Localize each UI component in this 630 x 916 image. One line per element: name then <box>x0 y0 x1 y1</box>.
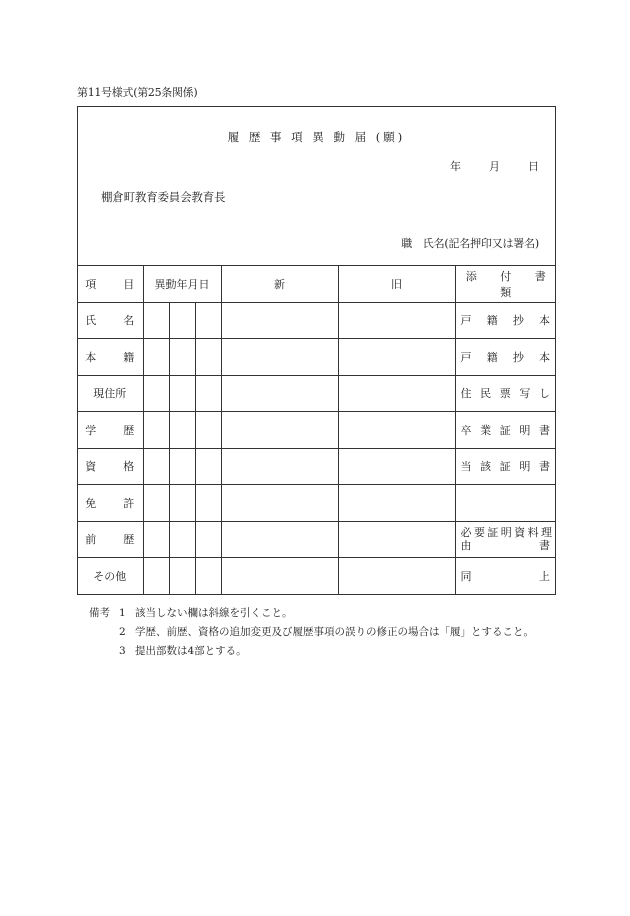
cell-year[interactable] <box>143 521 169 558</box>
date-day: 日 <box>528 160 539 173</box>
notes-label: 備考 <box>89 607 110 619</box>
note-item <box>89 623 534 642</box>
cell-new[interactable] <box>221 521 338 558</box>
cell-day[interactable] <box>195 448 221 485</box>
cell-month[interactable] <box>169 558 195 594</box>
cell-year[interactable] <box>143 375 169 412</box>
note-item <box>89 642 534 661</box>
cell-new[interactable] <box>221 375 338 412</box>
header-old: 旧 <box>338 266 455 303</box>
table-row <box>77 412 556 449</box>
date-month: 月 <box>489 160 500 173</box>
table-row <box>77 448 556 485</box>
cell-month[interactable] <box>169 485 195 522</box>
cell-day[interactable] <box>195 412 221 449</box>
table-row <box>77 521 556 558</box>
table-row <box>77 485 556 522</box>
cell-year[interactable] <box>143 302 169 339</box>
cell-month[interactable] <box>169 302 195 339</box>
row-doc: 卒 業 証 明 書 <box>455 412 556 449</box>
date-year: 年 <box>450 160 461 173</box>
cell-month[interactable] <box>169 339 195 376</box>
addressee: 棚倉町教育委員会教育長 <box>101 190 226 204</box>
row-doc: 当 該 証 明 書 <box>455 448 556 485</box>
row-doc <box>455 485 556 522</box>
cell-day[interactable] <box>195 339 221 376</box>
cell-year[interactable] <box>143 339 169 376</box>
date-line <box>450 158 539 174</box>
table-row <box>77 302 556 339</box>
cell-new[interactable] <box>221 448 338 485</box>
table-row <box>77 558 556 594</box>
note-text: 該当しない欄は斜線を引くこと。 <box>135 607 293 619</box>
cell-new[interactable] <box>221 485 338 522</box>
note-number: 3 <box>119 645 126 657</box>
table-row <box>77 339 556 376</box>
row-item: その他 <box>77 558 143 594</box>
cell-day[interactable] <box>195 521 221 558</box>
header-attachments: 添 付 書 類 <box>455 266 556 303</box>
row-doc-line2: 由 書 <box>460 539 553 553</box>
cell-month[interactable] <box>169 375 195 412</box>
cell-old[interactable] <box>338 375 455 412</box>
form-title: 履 歴 事 項 異 動 届 (願) <box>227 130 406 144</box>
change-table <box>77 265 556 594</box>
cell-day[interactable] <box>195 375 221 412</box>
header-date: 異動年月日 <box>143 266 221 303</box>
cell-day[interactable] <box>195 485 221 522</box>
cell-new[interactable] <box>221 339 338 376</box>
row-doc-multiline <box>455 521 556 558</box>
cell-old[interactable] <box>338 485 455 522</box>
row-doc: 住 民 票 写 し <box>455 375 556 412</box>
header-new: 新 <box>221 266 338 303</box>
cell-month[interactable] <box>169 448 195 485</box>
row-item: 現住所 <box>77 375 143 412</box>
row-item: 資 格 <box>77 448 143 485</box>
cell-year[interactable] <box>143 412 169 449</box>
note-text: 提出部数は4部とする。 <box>135 645 247 657</box>
row-doc: 戸 籍 抄 本 <box>455 339 556 376</box>
cell-day[interactable] <box>195 558 221 594</box>
cell-new[interactable] <box>221 558 338 594</box>
table-header-row <box>77 266 556 303</box>
note-number: 1 <box>119 607 126 619</box>
cell-old[interactable] <box>338 339 455 376</box>
cell-old[interactable] <box>338 302 455 339</box>
row-item: 前 歴 <box>77 521 143 558</box>
signature-line: 職 氏名(記名押印又は署名) <box>401 237 539 250</box>
note-number: 2 <box>119 626 126 638</box>
cell-month[interactable] <box>169 412 195 449</box>
header-item: 項 目 <box>77 266 143 303</box>
cell-new[interactable] <box>221 302 338 339</box>
cell-old[interactable] <box>338 412 455 449</box>
notes <box>89 604 534 661</box>
row-item: 氏 名 <box>77 302 143 339</box>
cell-day[interactable] <box>195 302 221 339</box>
note-text: 学歴、前歴、資格の追加変更及び履歴事項の誤りの修正の場合は「履」とすること。 <box>135 626 534 638</box>
note-item <box>89 604 534 623</box>
row-item: 本 籍 <box>77 339 143 376</box>
row-doc: 戸 籍 抄 本 <box>455 302 556 339</box>
cell-year[interactable] <box>143 485 169 522</box>
row-doc: 同 上 <box>455 558 556 594</box>
cell-year[interactable] <box>143 448 169 485</box>
row-item: 学 歴 <box>77 412 143 449</box>
cell-year[interactable] <box>143 558 169 594</box>
cell-old[interactable] <box>338 448 455 485</box>
row-doc-line1: 必要証明資料理 <box>460 526 553 540</box>
table-row <box>77 375 556 412</box>
cell-old[interactable] <box>338 521 455 558</box>
cell-new[interactable] <box>221 412 338 449</box>
cell-old[interactable] <box>338 558 455 594</box>
form-frame <box>77 106 556 595</box>
cell-month[interactable] <box>169 521 195 558</box>
row-item: 免 許 <box>77 485 143 522</box>
form-number-label: 第11号様式(第25条関係) <box>77 86 198 99</box>
